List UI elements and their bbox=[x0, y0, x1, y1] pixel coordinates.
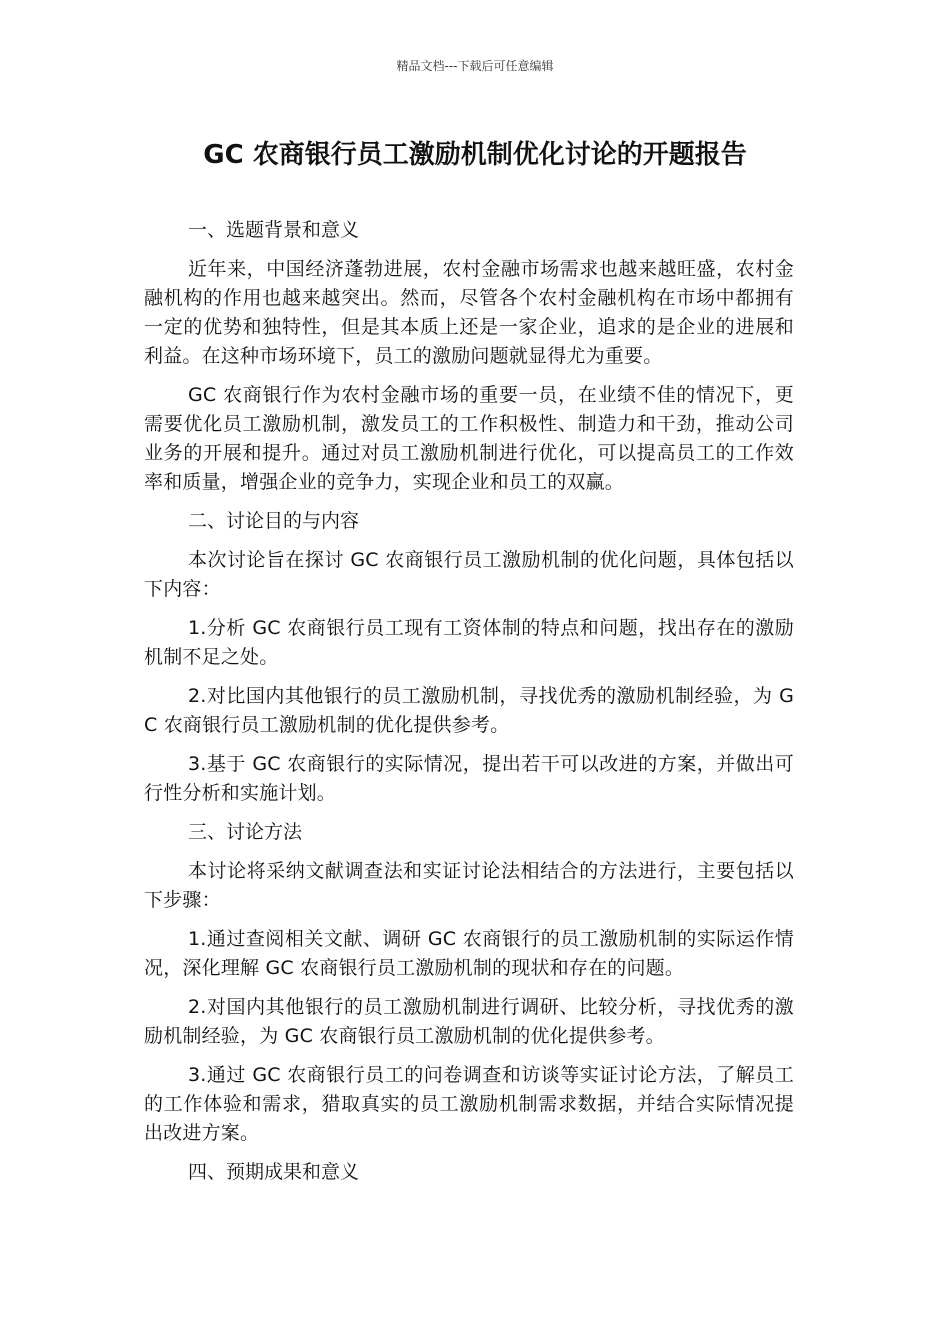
list-item-method-2: 2.对国内其他银行的员工激励机制进行调研、比较分析，寻找优秀的激励机制经验，为 GC 农商银行员工激励机制的优化提供参考。 bbox=[144, 996, 794, 1047]
section-heading-outcomes: 四、预期成果和意义 bbox=[188, 1161, 360, 1183]
document-title: GC 农商银行员工激励机制优化讨论的开题报告 bbox=[203, 140, 747, 170]
list-item-purpose-1: 1.分析 GC 农商银行员工现有工资体制的特点和问题，找出存在的激励机制不足之处。 bbox=[144, 617, 794, 668]
list-item-method-3: 3.通过 GC 农商银行员工的问卷调查和访谈等实证讨论方法，了解员工的工作体验和需求，猎取真实的员工激励机制需求数据，并结合实际情况提出改进方案。 bbox=[144, 1064, 794, 1144]
section-heading-method: 三、讨论方法 bbox=[188, 821, 303, 843]
paragraph-background-1: 近年来，中国经济蓬勃进展，农村金融市场需求也越来越旺盛，农村金融机构的作用也越来越突出。然而，尽管各个农村金融机构在市场中都拥有一定的优势和独特性，但是其本质上还是一家企业，追求的是企业的进展和利益。在这种市场环境下，员工的激励问题就显得尤为重要。 bbox=[144, 258, 794, 367]
list-item-purpose-3: 3.基于 GC 农商银行的实际情况，提出若干可以改进的方案，并做出可行性分析和实施计划。 bbox=[144, 753, 794, 804]
document-body bbox=[144, 216, 794, 1197]
paragraph-method-intro: 本讨论将采纳文献调查法和实证讨论法相结合的方法进行，主要包括以下步骤： bbox=[144, 860, 794, 911]
header-note: 精品文档---下载后可任意编辑 bbox=[396, 59, 554, 73]
list-item-purpose-2: 2.对比国内其他银行的员工激励机制，寻找优秀的激励机制经验，为 GC 农商银行员工激励机制的优化提供参考。 bbox=[144, 685, 794, 736]
section-heading-background: 一、选题背景和意义 bbox=[188, 219, 360, 241]
list-item-method-1: 1.通过查阅相关文献、调研 GC 农商银行的员工激励机制的实际运作情况，深化理解 GC 农商银行员工激励机制的现状和存在的问题。 bbox=[144, 928, 794, 979]
section-heading-purpose: 二、讨论目的与内容 bbox=[188, 510, 360, 532]
paragraph-purpose-intro: 本次讨论旨在探讨 GC 农商银行员工激励机制的优化问题，具体包括以下内容： bbox=[144, 549, 794, 600]
paragraph-background-2: GC 农商银行作为农村金融市场的重要一员，在业绩不佳的情况下，更需要优化员工激励机制，激发员工的工作积极性、制造力和干劲，推动公司业务的开展和提升。通过对员工激励机制进行优化，可以提高员工的工作效率和质量，增强企业的竞争力，实现企业和员工的双赢。 bbox=[144, 384, 794, 493]
